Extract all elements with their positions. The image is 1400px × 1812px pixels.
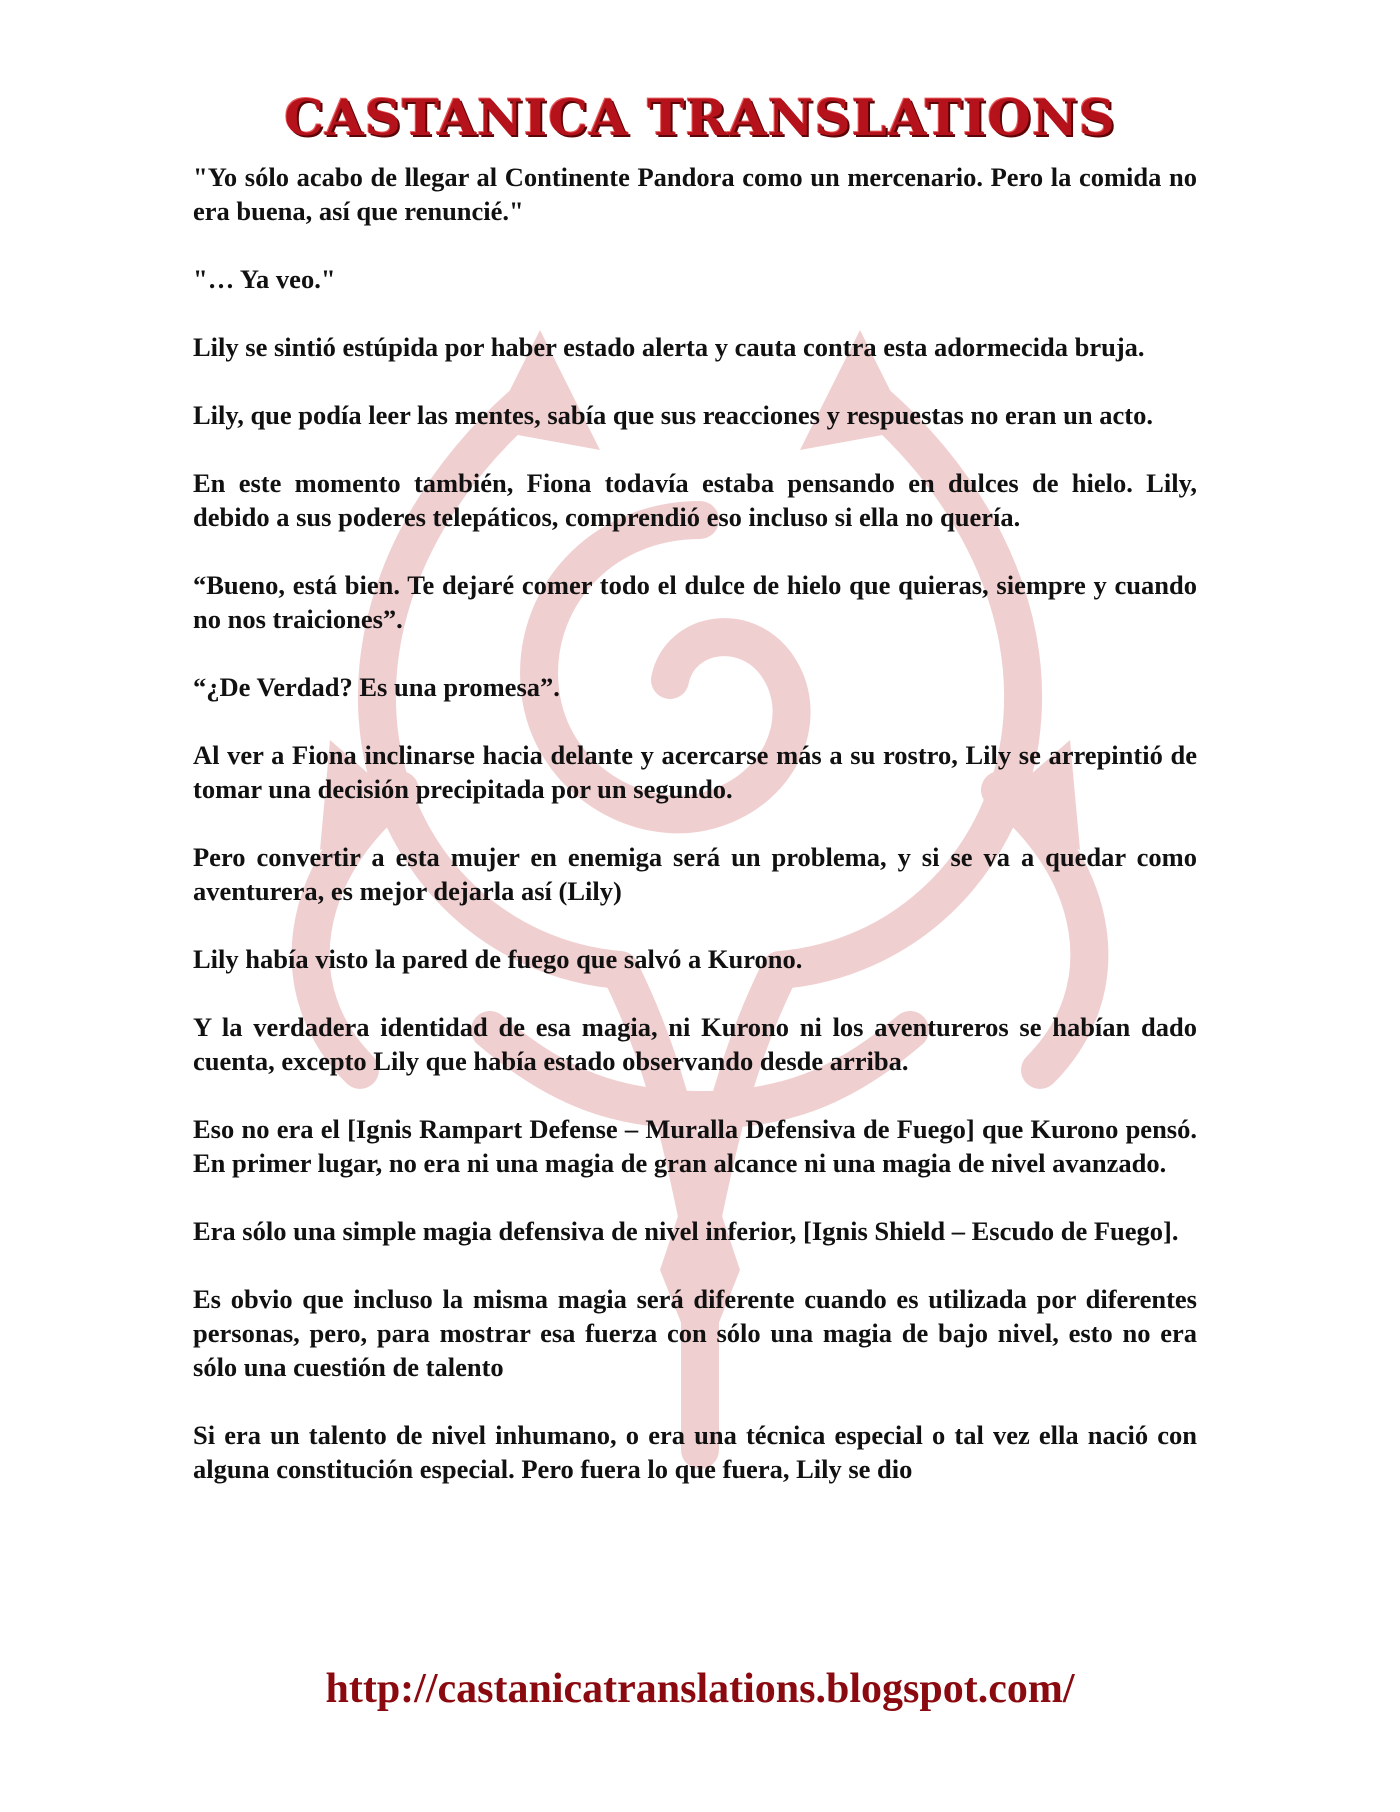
paragraph: Si era un talento de nivel inhumano, o era una técnica especial o tal vez ella nació con alguna constitución especial. Pero fuera lo que fuera, Lily se dio [193,1420,1197,1484]
paragraph: Es obvio que incluso la misma magia será diferente cuando es utilizada por diferentes personas, pero, para mostrar esa fuerza con sólo una magia de bajo nivel, esto no era sólo una cuestión de talento [193,1284,1197,1382]
paragraph: Era sólo una simple magia defensiva de nivel inferior, [Ignis Shield – Escudo de Fuego]. [193,1216,1179,1246]
paragraph: "Yo sólo acabo de llegar al Continente Pandora como un mercenario. Pero la comida no era buena, así que renuncié." [193,162,1197,226]
paragraph: Lily, que podía leer las mentes, sabía que sus reacciones y respuestas no eran un acto. [193,400,1153,430]
paragraph: En este momento también, Fiona todavía estaba pensando en dulces de hielo. Lily, debido a sus poderes telepáticos, comprendió eso incluso si ella no quería. [193,468,1197,532]
site-title: CASTANICA TRANSLATIONS [284,88,1116,147]
paragraph: “¿De Verdad? Es una promesa”. [193,672,560,702]
document-body [193,160,1197,1486]
paragraph: Al ver a Fiona inclinarse hacia delante y acercarse más a su rostro, Lily se arrepintió de tomar una decisión precipitada por un segundo. [193,740,1197,804]
paragraph: Y la verdadera identidad de esa magia, ni Kurono ni los aventureros se habían dado cuenta, excepto Lily que había estado observando desde arriba. [193,1012,1197,1076]
paragraph: Lily había visto la pared de fuego que salvó a Kurono. [193,944,803,974]
paragraph: “Bueno, está bien. Te dejaré comer todo el dulce de hielo que quieras, siempre y cuando no nos traiciones”. [193,570,1197,634]
paragraph: Lily se sintió estúpida por haber estado alerta y cauta contra esta adormecida bruja. [193,332,1145,362]
paragraph: Eso no era el [Ignis Rampart Defense – Muralla Defensiva de Fuego] que Kurono pensó. En primer lugar, no era ni una magia de gran alcance ni una magia de nivel avanzado. [193,1114,1197,1178]
paragraph: "… Ya veo." [193,264,336,294]
paragraph: Pero convertir a esta mujer en enemiga será un problema, y si se va a quedar como aventurera, es mejor dejarla así (Lily) [193,842,1197,906]
footer-url-link[interactable]: http://castanicatranslations.blogspot.com/ [325,1666,1075,1712]
